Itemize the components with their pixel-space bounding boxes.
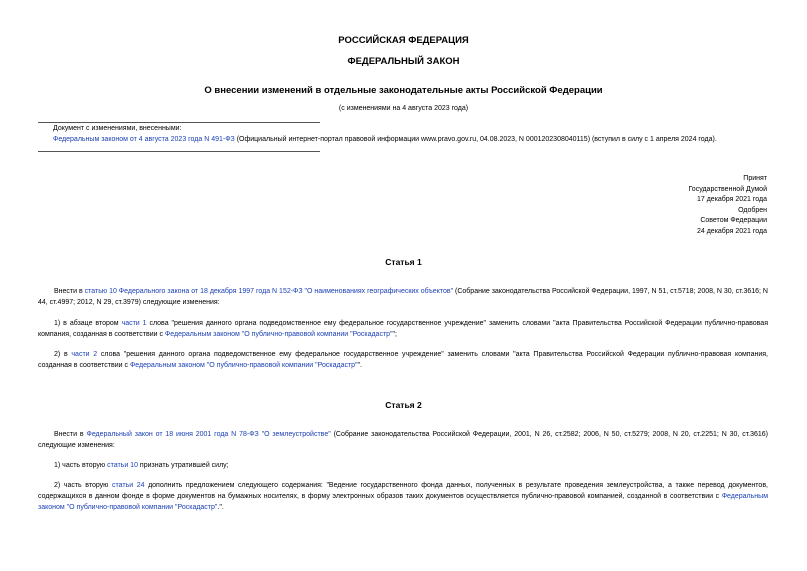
country-heading: РОССИЙСКАЯ ФЕДЕРАЦИЯ [338,35,469,46]
doc-note-link[interactable]: Федеральным законом от 4 августа 2023 года N 491-ФЗ [53,136,235,143]
text-span: 1) в абзаце втором [54,320,122,327]
law-link[interactable]: Федеральным законом "О публично-правовой компании "Роскадастр" [38,493,768,511]
divider-bottom [38,151,320,152]
divider-top [38,122,320,123]
law-type-heading: ФЕДЕРАЛЬНЫЙ ЗАКОН [347,56,460,67]
article1-item1 [38,318,768,340]
law-link[interactable]: части 2 [71,351,98,358]
article2-item1 [38,460,768,471]
text-span: ". [357,362,362,369]
text-span: Внести в [54,431,87,438]
changes-note: (с изменениями на 4 августа 2023 года) [338,105,469,112]
doc-note-line1: Документ с изменениями, внесенными: [53,125,182,132]
text-span: дополнить предложением следующего содержания: "Ведение государственного фонда данных, полученных в результате проведения землеустройства, а также перевод документов, содержащихся в данном фонде в форме документов на бумажных носителях, в форму электронных образов таких документов осуществляется публично-правовой компанией, созданной в соответствии с [38,482,768,500]
article2-paragraph [38,429,768,451]
law-link[interactable]: Федеральным законом "О публично-правовой компании "Роскадастр" [164,331,393,338]
adoption-line: 24 декабря 2021 года [696,227,767,235]
text-span: (Собрание законодательства Российской Федерации, 1997, N 51, ст.5718; 2008, N 30, ст.3616; N 44, ст.4997; 2012, N 29, ст.3979) следующие изменения: [38,288,768,306]
adoption-line: Принят [743,175,767,182]
doc-note-line2 [53,136,717,143]
text-span: .". [217,504,224,511]
adoption-line: Государственной Думой [688,185,767,193]
text-span: 1) часть вторую [54,462,108,469]
adoption-line: Советом Федерации [700,217,767,225]
text-span: признать утратившей силу; [137,462,229,469]
document-title: О внесении изменений в отдельные законодательные акты Российской Федерации [204,85,603,96]
law-link[interactable]: статьи 24 [112,482,145,489]
doc-note-rest: (Официальный интернет-портал правовой информации www.pravo.gov.ru, 04.08.2023, N 0001202308040115) (вступил в силу с 1 апреля 2024 года). [234,136,717,143]
text-span: слова "решения данного органа подведомственное ему федеральное государственное учреждение" заменить словами "акта Правительства Российской Федерации публично-правовая компания, созданная в соответствии с [38,351,768,369]
article2-heading: Статья 2 [385,400,422,410]
text-span: "; [392,331,397,338]
law-link[interactable]: статью 10 Федерального закона от 18 декабря 1997 года N 152-ФЗ "О наименованиях географических объектов" [84,288,454,295]
text-span: Внести в [54,288,85,295]
text-span: (Собрание законодательства Российской Федерации, 2001, N 26, ст.2582; 2006, N 50, ст.5279; 2008, N 20, ст.2251; N 30, ст.3616) следующие изменения: [38,431,768,449]
article1-paragraph [38,286,768,308]
adoption-block [688,174,767,238]
article2-item2 [38,480,768,513]
law-link[interactable]: Федеральным законом "О публично-правовой компании "Роскадастр" [129,362,358,369]
text-span: 2) в [54,351,72,358]
adoption-line: 17 декабря 2021 года [696,196,767,204]
law-link[interactable]: статьи 10 [107,462,138,469]
article1-heading: Статья 1 [385,257,422,267]
text-span: 2) часть вторую [54,482,112,489]
text-span: слова "решения данного органа подведомственное ему федеральное государственное учреждение" заменить словами "акта Правительства Российской Федерации публично-правовая компания, созданная в соответствии с [38,320,768,338]
article1-item2 [38,349,768,371]
adoption-line: Одобрен [738,206,767,214]
law-link[interactable]: части 1 [121,320,147,327]
law-link[interactable]: Федеральный закон от 18 июня 2001 года N 78-ФЗ "О землеустройстве" [86,431,331,438]
